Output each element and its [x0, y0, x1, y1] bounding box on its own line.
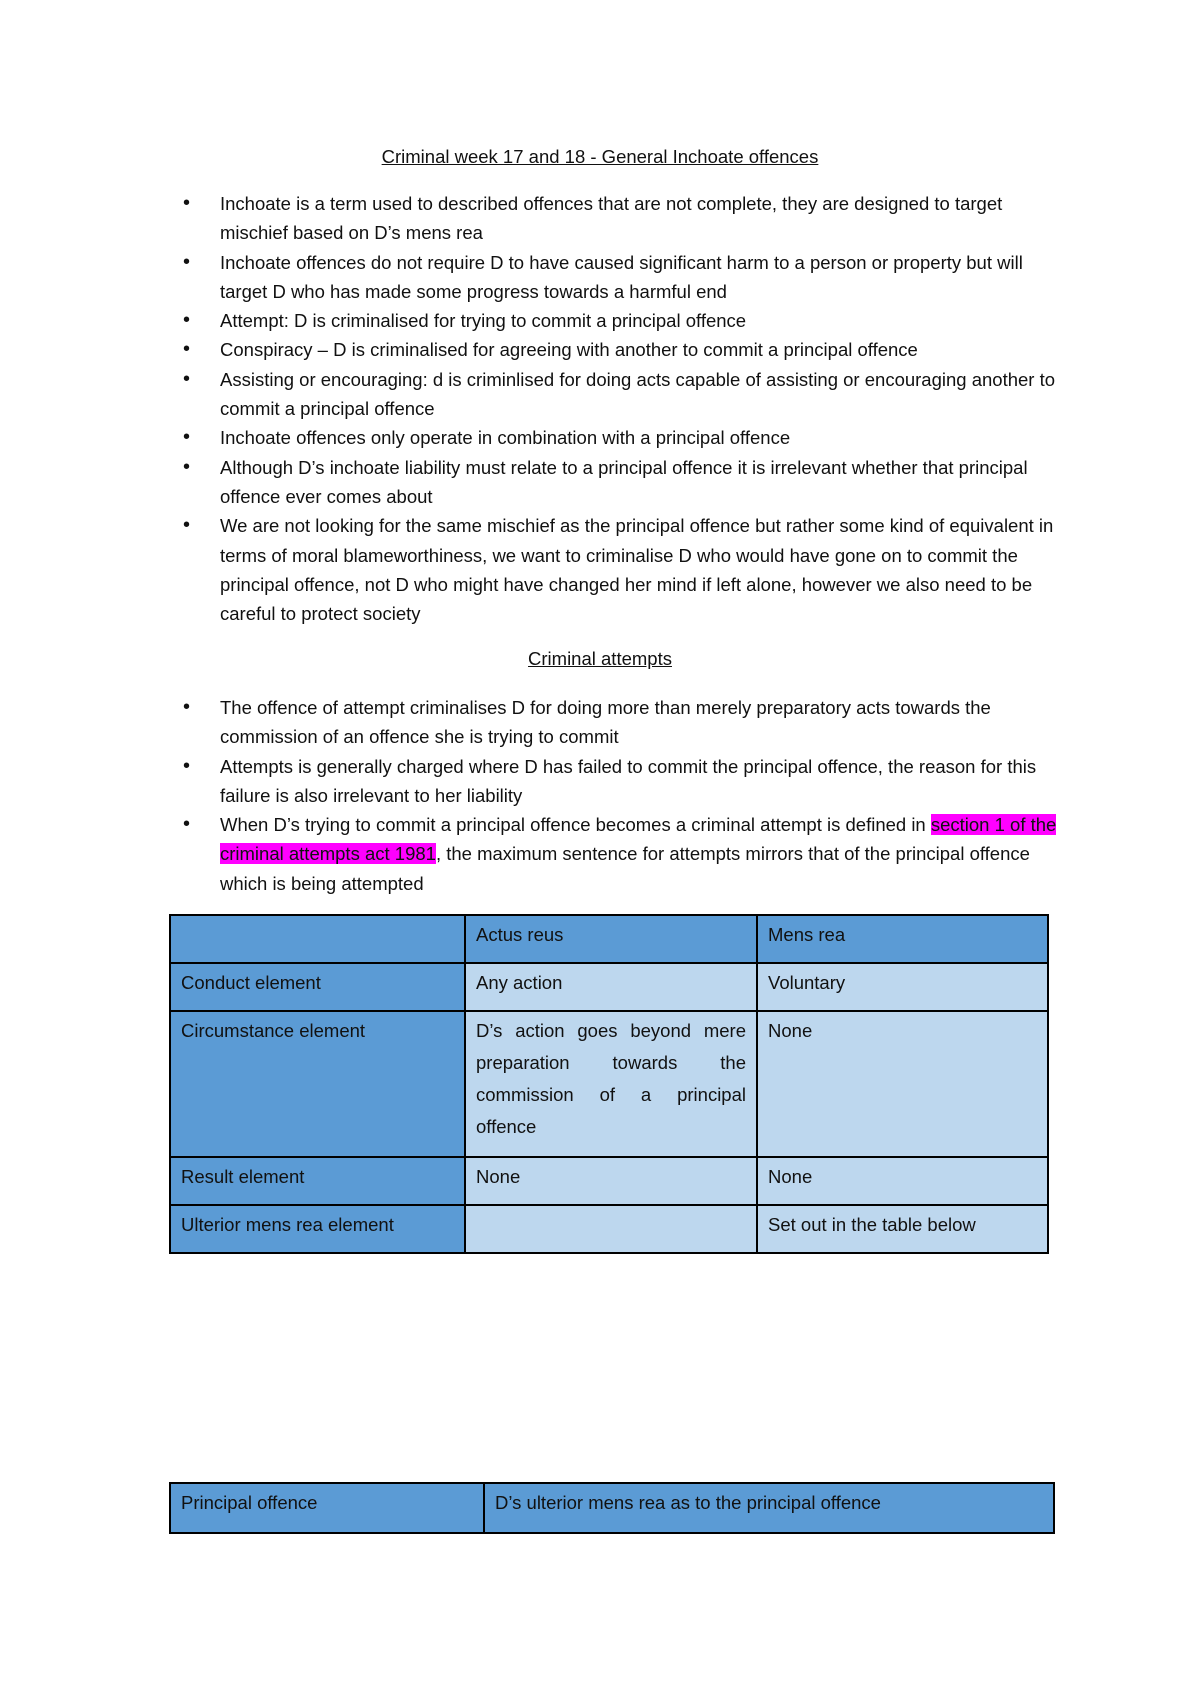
- table-cell: Set out in the table below: [757, 1205, 1048, 1253]
- table-cell: Voluntary: [757, 963, 1048, 1011]
- bullet-item: • We are not looking for the same mischief as the principal offence but rather some kind of equivalent in terms of moral blameworthiness, we want to criminalise D who would have gone on to commit the principal offence, not D who might have changed her mind if left alone, however we also need to be careful to protect society: [0, 511, 1060, 628]
- bullet-item: • Conspiracy – D is criminalised for agreeing with another to commit a principal offence: [0, 335, 1060, 364]
- row-label-cell: Result element: [170, 1157, 465, 1205]
- bullet-text: When D’s trying to commit a principal offence becomes a criminal attempt is defined in: [220, 814, 931, 836]
- row-label-cell: Circumstance element: [170, 1011, 465, 1157]
- bullet-item: • Attempts is generally charged where D has failed to commit the principal offence, the reason for this failure is also irrelevant to her liability: [0, 752, 1060, 811]
- row-label-cell: Ulterior mens rea element: [170, 1205, 465, 1253]
- bullet-item: • Although D’s inchoate liability must relate to a principal offence it is irrelevant whether that principal offence ever comes about: [0, 453, 1060, 512]
- table-header-row: [170, 1483, 1054, 1533]
- table-cell: D’s action goes beyond mere preparation towards the commission of a principal offence: [465, 1011, 757, 1157]
- table-cell: None: [465, 1157, 757, 1205]
- section-heading: Criminal attempts: [528, 648, 672, 669]
- document-title: Criminal week 17 and 18 - General Inchoate offences: [381, 146, 819, 167]
- table-header-cell: [170, 915, 465, 963]
- row-label-cell: Conduct element: [170, 963, 465, 1011]
- highlighted-statute-reference: section 1 of the criminal attempts act 1981: [220, 814, 1057, 865]
- table-row: [170, 1011, 1048, 1157]
- bullet-text: , the maximum sentence for attempts mirrors that of the principal offence which is being attempted: [220, 843, 1030, 894]
- bullet-item: • Assisting or encouraging: d is criminlised for doing acts capable of assisting or encouraging another to commit a principal offence: [0, 365, 1060, 424]
- attempts-bullet-list: [0, 693, 1200, 898]
- table-cell: None: [757, 1011, 1048, 1157]
- bullet-item: • Inchoate offences only operate in combination with a principal offence: [0, 423, 1060, 452]
- bullet-item: • Inchoate is a term used to described offences that are not complete, they are designed to target mischief based on D’s mens rea: [0, 189, 1060, 248]
- table-cell: [465, 1205, 757, 1253]
- table-header-cell: D’s ulterior mens rea as to the principal offence: [484, 1483, 1054, 1533]
- table-cell: Any action: [465, 963, 757, 1011]
- table-cell: None: [757, 1157, 1048, 1205]
- table-header-cell: Mens rea: [757, 915, 1048, 963]
- bullet-item-with-highlight: [0, 810, 1060, 898]
- bullet-item: • Inchoate offences do not require D to have caused significant harm to a person or property but will target D who has made some progress towards a harmful end: [0, 248, 1060, 307]
- table-row: [170, 1205, 1048, 1253]
- table-row: [170, 1157, 1048, 1205]
- bullet-item: • The offence of attempt criminalises D for doing more than merely preparatory acts towards the commission of an offence she is trying to commit: [0, 693, 1060, 752]
- attempt-elements-table: [169, 914, 1049, 1254]
- intro-bullet-list: [0, 189, 1200, 628]
- table-row: [170, 963, 1048, 1011]
- bullet-item: • Attempt: D is criminalised for trying to commit a principal offence: [0, 306, 1060, 335]
- principal-offence-table: [169, 1482, 1055, 1534]
- table-header-cell: Actus reus: [465, 915, 757, 963]
- table-header-cell: Principal offence: [170, 1483, 484, 1533]
- table-header-row: [170, 915, 1048, 963]
